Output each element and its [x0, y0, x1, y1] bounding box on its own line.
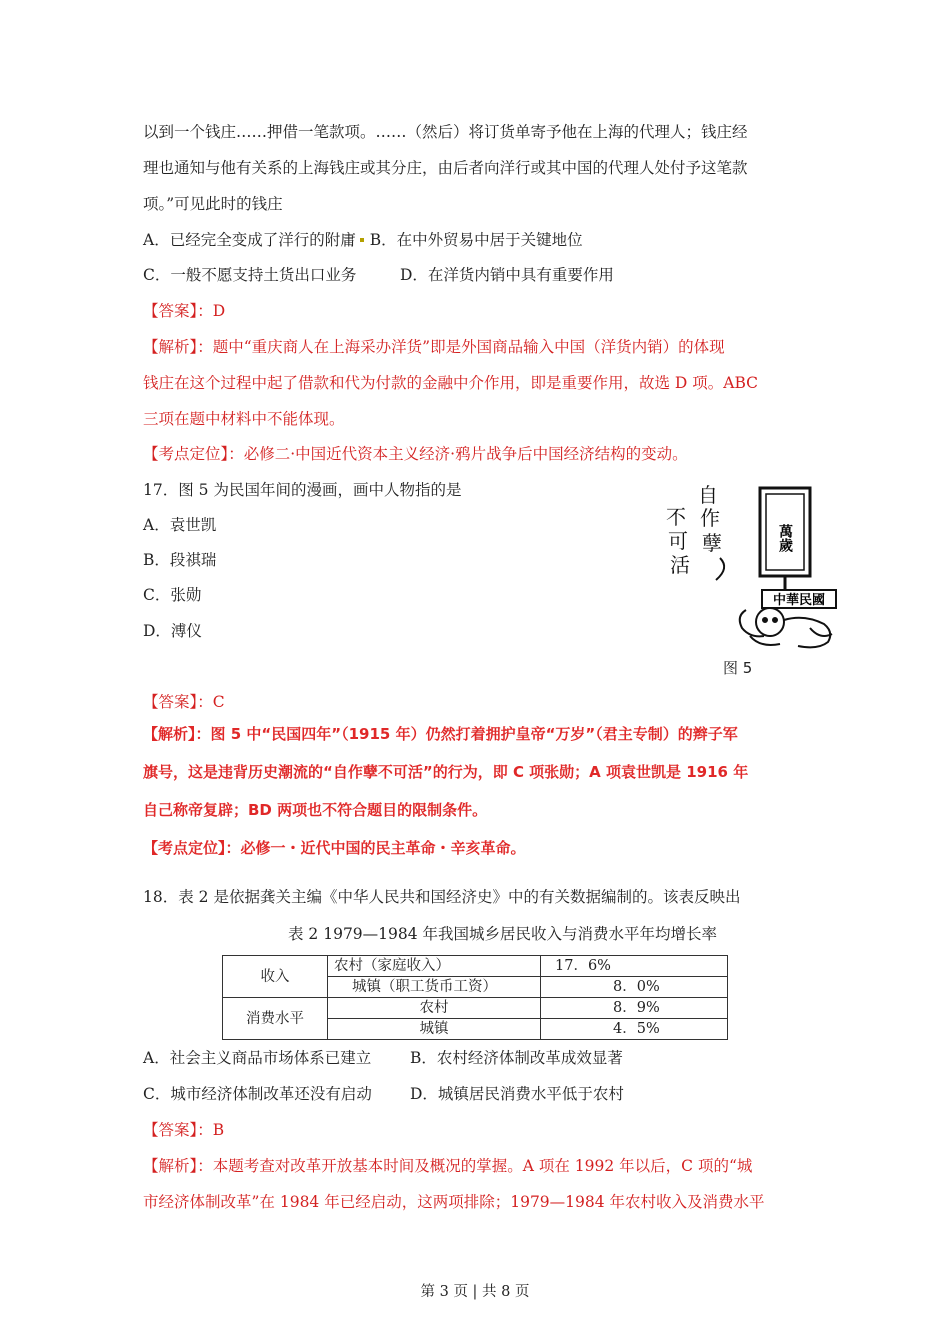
- q17-option-a: A．袁世凯: [143, 516, 217, 534]
- q17-analysis-line-1: 【解析】：图 5 中“民国四年”（1915 年）仍然打着拥护皇帝“万岁”（君主专制）的辫子军: [143, 725, 738, 743]
- q17-analysis-line-3: 自己称帝复辟；BD 两项也不符合题目的限制条件。: [143, 801, 488, 819]
- q18-option-a: A．社会主义商品市场体系已建立: [143, 1049, 372, 1067]
- table-row: [223, 956, 728, 977]
- cartoon-char-6: 活: [670, 553, 690, 577]
- table-cell-urban-income-value: 8．0%: [541, 977, 728, 998]
- cartoon-sash-text: 中華民國: [772, 593, 826, 608]
- cartoon-char-4: 不: [666, 505, 686, 529]
- table-cell-rural-income: 农村（家庭收入）: [328, 956, 541, 977]
- cartoon-char-5: 可: [668, 529, 688, 553]
- page-footer: 第 3 页 | 共 8 页: [420, 1284, 530, 1300]
- q18-analysis-line-2: 市经济体制改革”在 1984 年已经启动，这两项排除；1979—1984 年农村收入及消费水平: [143, 1193, 765, 1211]
- q16-stem-line-3: 项。”可见此时的钱庄: [143, 195, 283, 213]
- q18-table-title: 表 2 1979—1984 年我国城乡居民收入与消费水平年均增长率: [288, 925, 718, 943]
- q18-option-c: C．城市经济体制改革还没有启动: [143, 1085, 372, 1103]
- table-cell-rural-consumption-value: 8．9%: [541, 998, 728, 1019]
- q17-kaodian: 【考点定位】：必修一・近代中国的民主革命・辛亥革命。: [143, 839, 526, 857]
- q18-data-table: [222, 955, 728, 1040]
- q18-option-b: B．农村经济体制改革成效显著: [410, 1049, 623, 1067]
- q17-option-c: C．张勋: [143, 586, 202, 604]
- q16-analysis-line-1: 【解析】：题中“重庆商人在上海采办洋货”即是外国商品输入中国（洋货内销）的体现: [143, 338, 725, 356]
- table-cell-urban-consumption: 城镇: [328, 1019, 541, 1040]
- q16-option-d: D．在洋货内销中具有重要作用: [400, 266, 614, 284]
- q16-kaodian: 【考点定位】：必修二·中国近代资本主义经济·鸦片战争后中国经济结构的变动。: [143, 445, 688, 463]
- q16-stem-line-1: 以到一个钱庄……押借一笔款项。……（然后）将订货单寄予他在上海的代理人；钱庄经: [143, 123, 748, 141]
- cartoon-char-3: 孽: [702, 531, 722, 555]
- q16-option-b: B．在中外贸易中居于关键地位: [369, 231, 583, 249]
- q17-stem: 17．图 5 为民国年间的漫画，画中人物指的是: [143, 481, 462, 499]
- q16-option-a: A．已经完全变成了洋行的附庸: [143, 231, 356, 249]
- q17-answer: 【答案】：C: [143, 693, 225, 711]
- table-cell-consumption-label: 消费水平: [223, 998, 328, 1040]
- q18-stem: 18．表 2 是依据龚关主编《中华人民共和国经济史》中的有关数据编制的。该表反映出: [143, 888, 741, 906]
- q17-option-b: B．段祺瑞: [143, 551, 217, 569]
- q18-answer: 【答案】：B: [143, 1121, 225, 1139]
- q16-analysis-line-3: 三项在题中材料中不能体现。: [143, 410, 345, 428]
- figure-5-cartoon: [660, 480, 850, 650]
- cartoon-banner-text: 萬歲: [777, 524, 793, 552]
- cartoon-flourish: [716, 558, 724, 580]
- q17-option-d: D．溥仪: [143, 622, 202, 640]
- table-cell-rural-consumption: 农村: [328, 998, 541, 1019]
- cartoon-char-1: 自: [698, 483, 718, 507]
- stray-dot: [360, 238, 364, 242]
- figure-5-caption: 图 5: [723, 659, 753, 677]
- q18-option-d: D．城镇居民消费水平低于农村: [410, 1085, 624, 1103]
- q18-analysis-line-1: 【解析】：本题考查对改革开放基本时间及概况的掌握。A 项在 1992 年以后，C 项的“城: [143, 1157, 753, 1175]
- cartoon-figure: [740, 608, 832, 647]
- q16-analysis-line-2: 钱庄在这个过程中起了借款和代为付款的金融中介作用，即是重要作用，故选 D 项。ABC: [143, 374, 759, 392]
- q16-options-ab: [143, 230, 583, 250]
- table-row: [223, 998, 728, 1019]
- q16-answer: 【答案】：D: [143, 302, 226, 320]
- table-cell-income-label: 收入: [223, 956, 328, 998]
- q16-stem-line-2: 理也通知与他有关系的上海钱庄或其分庄，由后者向洋行或其中国的代理人处付予这笔款: [143, 159, 748, 177]
- table-cell-urban-consumption-value: 4．5%: [541, 1019, 728, 1040]
- q16-option-c: C．一般不愿支持土货出口业务: [143, 266, 357, 284]
- cartoon-char-2: 作: [700, 506, 720, 530]
- table-cell-urban-income: 城镇（职工货币工资）: [328, 977, 541, 998]
- table-cell-rural-income-value: 17．6%: [541, 956, 728, 977]
- q17-analysis-line-2: 旗号，这是违背历史潮流的“自作孽不可活”的行为，即 C 项张勋；A 项袁世凯是 1916 年: [143, 763, 749, 781]
